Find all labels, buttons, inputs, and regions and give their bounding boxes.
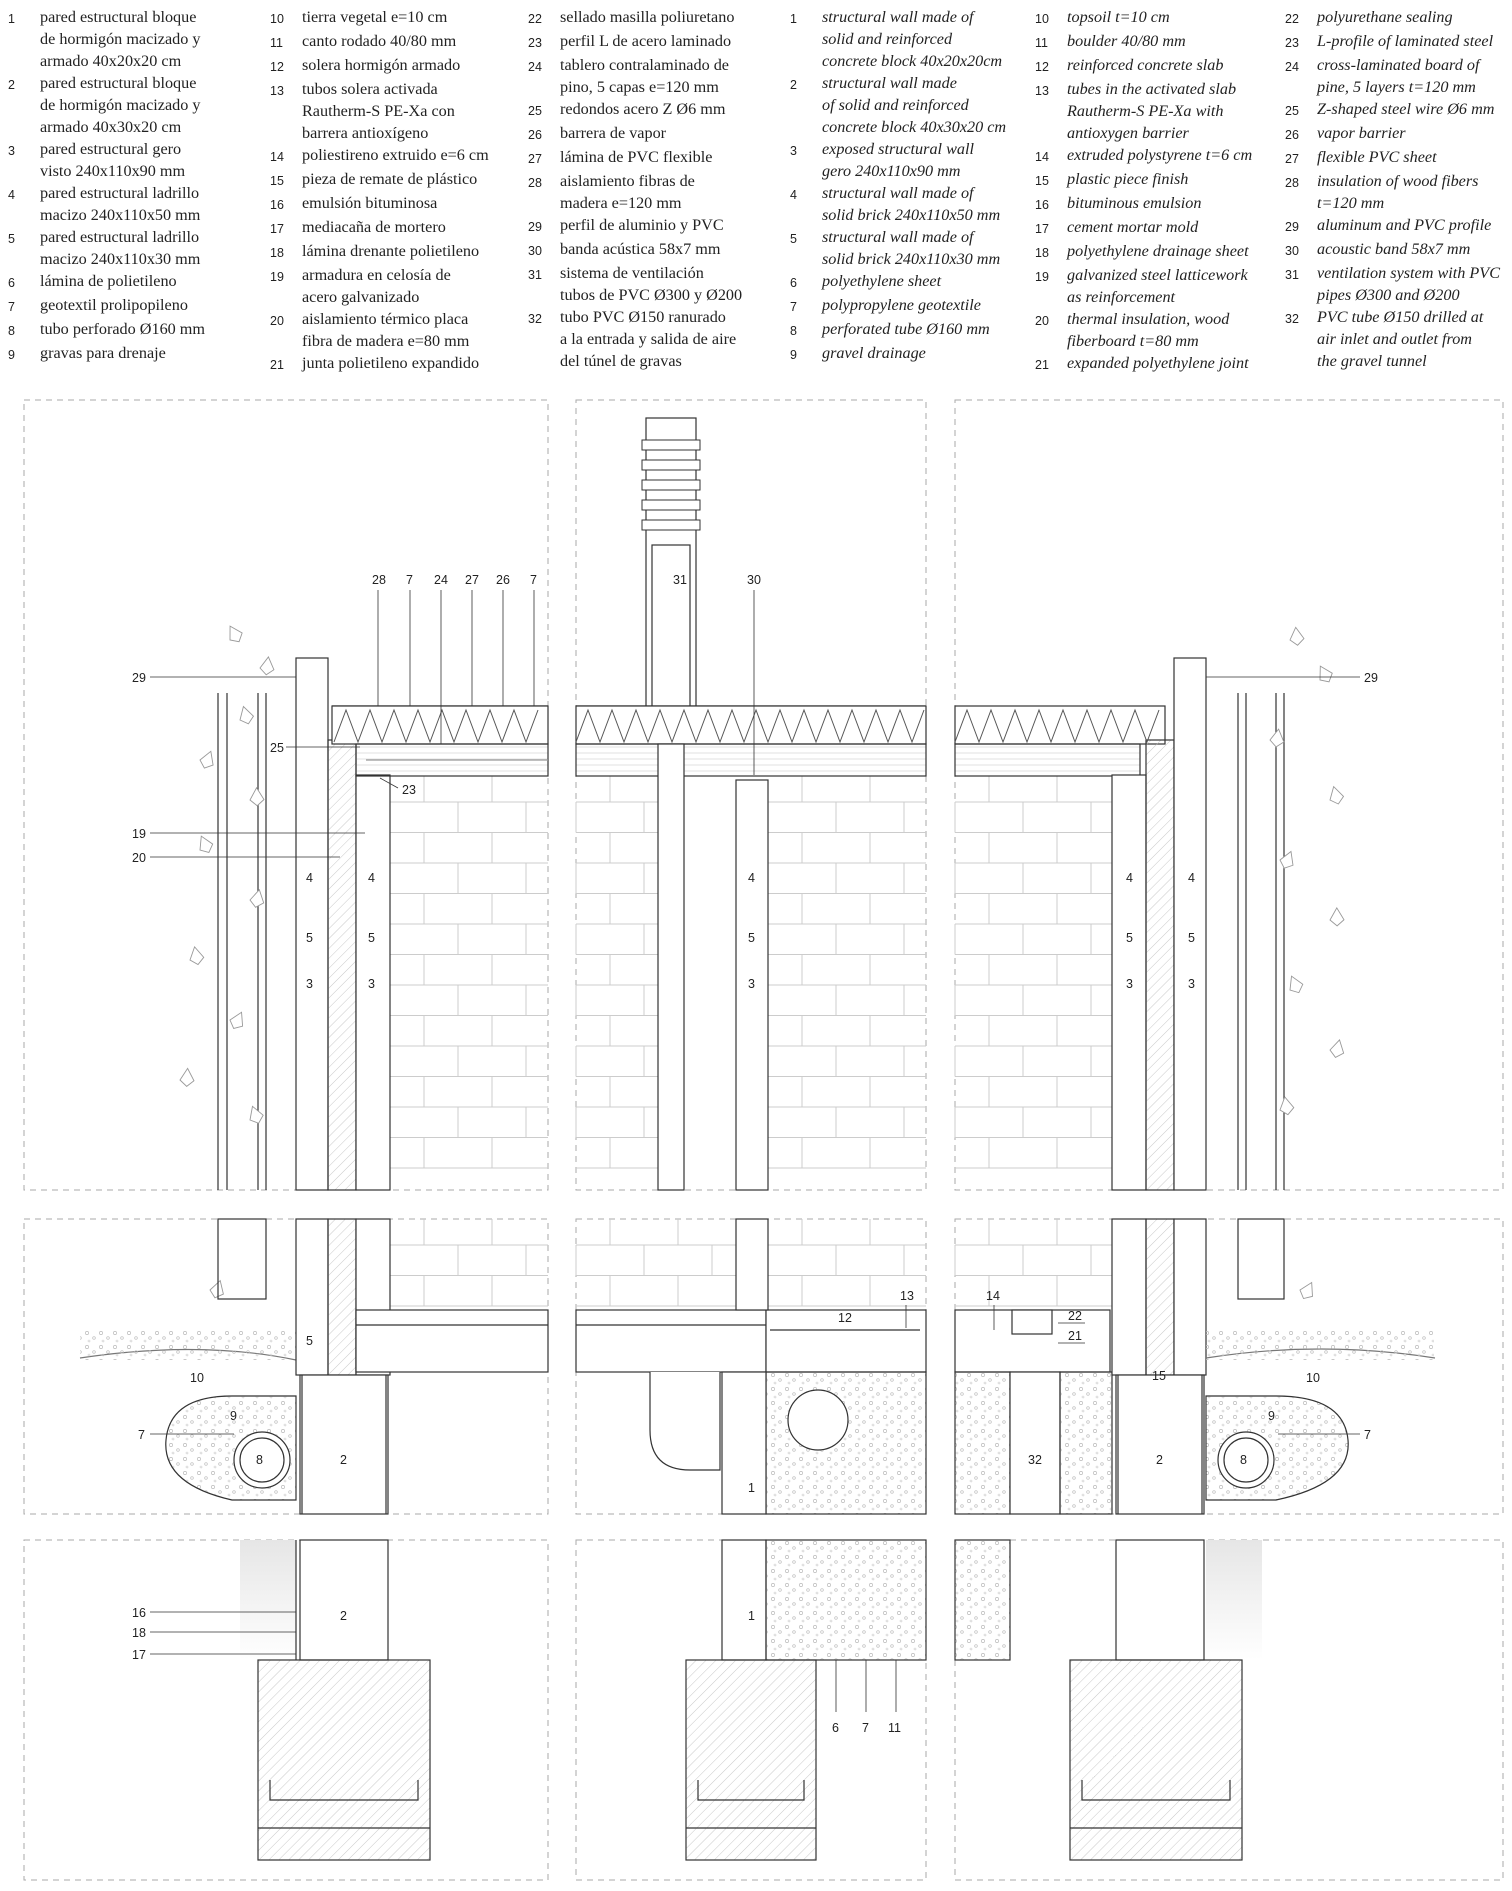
legend-number: 29: [528, 220, 542, 234]
legend-text: structural wall made of solid and reinforced concrete block 40x30x20 cm: [822, 74, 1007, 136]
legend-text: tubo PVC Ø150 ranurado a la entrada y salida de aire del túnel de gravas: [560, 308, 737, 370]
callout-30: 30: [747, 573, 761, 587]
leaf-shape: [1278, 1096, 1295, 1116]
legend-number: 12: [1035, 60, 1049, 74]
legend-text: pared estructural gero visto 240x110x90 mm: [40, 140, 186, 180]
legend-text: tubes in the activated slab Rautherm-S PE-Xa with antioxygen barrier: [1067, 80, 1237, 142]
legend-number: 21: [1035, 358, 1049, 372]
legend-text: pared estructural ladrillo macizo 240x110x50 mm: [40, 184, 201, 224]
callout-5: 5: [748, 931, 755, 945]
legend-text: extruded polystyrene t=6 cm: [1067, 146, 1253, 164]
legend-text: cement mortar mold: [1067, 218, 1199, 236]
legend-number: 27: [528, 152, 542, 166]
legend-text: aislamiento térmico placa fibra de madera e=80 mm: [302, 310, 470, 350]
legend-text: plastic piece finish: [1067, 170, 1189, 188]
legend-number: 15: [1035, 174, 1049, 188]
legend-number: 23: [528, 36, 542, 50]
legend-text: gravel drainage: [822, 344, 926, 362]
legend-number: 23: [1285, 36, 1299, 50]
leaf-shape: [198, 749, 218, 771]
legend-text: tierra vegetal e=10 cm: [302, 8, 448, 26]
legend-number: 29: [1285, 220, 1299, 234]
middle-left-section: [80, 1219, 548, 1514]
callout-5: 5: [306, 931, 313, 945]
legend-number: 32: [1285, 312, 1299, 326]
legend-text: solera hormigón armado: [302, 56, 461, 74]
callout-5: 5: [306, 1334, 313, 1348]
callout-7-left: 7: [138, 1428, 145, 1442]
legend-text: pared estructural ladrillo macizo 240x110x30 mm: [40, 228, 201, 268]
callout-21: 21: [1068, 1329, 1082, 1343]
callout-19: 19: [132, 827, 146, 841]
callout-27: 27: [465, 573, 479, 587]
legend-number: 20: [1035, 314, 1049, 328]
callout-3: 3: [1126, 977, 1133, 991]
pipe-fin: [642, 480, 700, 490]
legend-number: 22: [1285, 12, 1299, 26]
leaf-shape: [1327, 785, 1345, 806]
legend-text: pared estructural bloque de hormigón macizado y armado 40x20x20 cm: [40, 8, 201, 70]
legend-number: 30: [528, 244, 542, 258]
legend-number: 12: [270, 60, 284, 74]
callout-3: 3: [748, 977, 755, 991]
legend-text: cross-laminated board of pine, 5 layers t=120 mm: [1317, 56, 1480, 96]
callout-23: 23: [402, 783, 416, 797]
callout-4: 4: [748, 871, 755, 885]
legend-text: polyethylene drainage sheet: [1067, 242, 1249, 260]
legend-number: 9: [8, 348, 15, 362]
callout-20: 20: [132, 851, 146, 865]
legend-number: 9: [790, 348, 797, 362]
legend-text: Z-shaped steel wire Ø6 mm: [1317, 100, 1495, 118]
callout-9-left: 9: [230, 1409, 237, 1423]
callout-12: 12: [838, 1311, 852, 1325]
legend-number: 6: [8, 276, 15, 290]
legend-number: 11: [270, 36, 283, 50]
leaf-shape: [1329, 1038, 1347, 1059]
callout-9-right: 9: [1268, 1409, 1275, 1423]
legend-number: 24: [528, 60, 542, 74]
callout-4: 4: [368, 871, 375, 885]
legend-text: structural wall made of solid brick 240x110x30 mm: [822, 228, 1001, 268]
legend-text: structural wall made of solid brick 240x110x50 mm: [822, 184, 1001, 224]
callout-10-left: 10: [190, 1371, 204, 1385]
legend-number: 31: [528, 268, 542, 282]
callout-29-right: 29: [1364, 671, 1378, 685]
legend-text: mediacaña de mortero: [302, 218, 446, 236]
legend-text: lámina de PVC flexible: [560, 148, 713, 166]
callout-28: 28: [372, 573, 386, 587]
legend-text: expanded polyethylene joint: [1067, 354, 1249, 372]
pipe-fin: [642, 440, 700, 450]
legend-text: emulsión bituminosa: [302, 194, 438, 212]
legend-number: 19: [270, 270, 284, 284]
legend-text: tablero contralaminado de pino, 5 capas e=120 mm: [560, 56, 729, 96]
leaf-shape: [250, 788, 265, 806]
callout-24: 24: [434, 573, 448, 587]
legend-text: perfil de aluminio y PVC: [560, 216, 724, 234]
legend-text: barrera de vapor: [560, 124, 667, 142]
legend-number: 3: [8, 144, 15, 158]
callout-7: 7: [862, 1721, 869, 1735]
legend-text: tubos solera activada Rautherm-S PE-Xa con barrera antioxígeno: [302, 80, 455, 142]
callout-18: 18: [132, 1626, 146, 1640]
callout-2-right: 2: [1156, 1453, 1163, 1467]
legend-number: 16: [270, 198, 284, 212]
callout-32: 32: [1028, 1453, 1042, 1467]
leaf-shape: [188, 946, 205, 966]
callout-8-right: 8: [1240, 1453, 1247, 1467]
legend-text: ventilation system with PVC pipes Ø300 and Ø200: [1317, 264, 1500, 304]
legend-text: sellado masilla poliuretano: [560, 8, 735, 26]
legend-text: exposed structural wall gero 240x110x90 mm: [822, 140, 974, 180]
legend-number: 6: [790, 276, 797, 290]
legend-text: polypropylene geotextile: [822, 296, 981, 314]
callout-2: 2: [340, 1609, 347, 1623]
legend-number: 26: [1285, 128, 1299, 142]
leaf-shape: [1269, 728, 1285, 748]
bottom-right-section: [955, 1540, 1262, 1860]
legend-number: 5: [8, 232, 15, 246]
callout-7-right: 7: [1364, 1428, 1371, 1442]
leaf-shape: [1289, 627, 1305, 646]
leaf-shape: [224, 623, 245, 646]
leaf-shape: [1278, 849, 1298, 871]
legend-number: 21: [270, 358, 284, 372]
legend-text: topsoil t=10 cm: [1067, 8, 1170, 26]
legend-number: 15: [270, 174, 284, 188]
legend-number: 18: [1035, 246, 1049, 260]
legend-number: 26: [528, 128, 542, 142]
leaf-shape: [195, 833, 215, 855]
legend-text: structural wall made of solid and reinforced concrete block 40x20x20cm: [822, 8, 1003, 70]
legend-text: galvanized steel latticework as reinforcement: [1067, 266, 1248, 306]
callout-10-right: 10: [1306, 1371, 1320, 1385]
legend-number: 17: [1035, 222, 1049, 236]
middle-middle-section: [576, 1219, 926, 1514]
legend-number: 5: [790, 232, 797, 246]
legend-text: bituminous emulsion: [1067, 194, 1202, 212]
legend-number: 28: [528, 176, 542, 190]
legend-text: aluminum and PVC profile: [1317, 216, 1492, 234]
legend-number: 14: [270, 150, 284, 164]
legend-text: PVC tube Ø150 drilled at air inlet and outlet from the gravel tunnel: [1317, 308, 1484, 370]
legend-text: pared estructural bloque de hormigón macizado y armado 40x30x20 cm: [40, 74, 201, 136]
callout-3: 3: [368, 977, 375, 991]
legend-number: 11: [1035, 36, 1048, 50]
leaf-shape: [1297, 1279, 1318, 1301]
callout-6: 6: [832, 1721, 839, 1735]
callout-26: 26: [496, 573, 510, 587]
legend-number: 4: [8, 188, 15, 202]
legend-number: 30: [1285, 244, 1299, 258]
legend-number: 20: [270, 314, 284, 328]
leaf-shape: [249, 888, 266, 909]
legend-text: thermal insulation, wood fiberboard t=80 mm: [1067, 310, 1230, 350]
legend-number: 7: [790, 300, 797, 314]
legend-number: 31: [1285, 268, 1299, 282]
callout-7: 7: [406, 573, 413, 587]
legend-text: perforated tube Ø160 mm: [822, 320, 990, 338]
legend-number: 28: [1285, 176, 1299, 190]
leaf-shape: [237, 705, 255, 726]
leaf-shape: [180, 1068, 195, 1087]
legend-text: polyethylene sheet: [822, 272, 942, 290]
legend-number: 2: [8, 78, 15, 92]
callout-11: 11: [888, 1721, 901, 1735]
legend-number: 32: [528, 312, 542, 326]
legend-number: 2: [790, 78, 797, 92]
legend-text: lámina de polietileno: [40, 272, 177, 290]
callout-1: 1: [748, 1481, 755, 1495]
legend-text: junta polietileno expandido: [302, 354, 480, 372]
callout-13: 13: [900, 1289, 914, 1303]
middle-right-section: [955, 1219, 1435, 1514]
legend-number: 27: [1285, 152, 1299, 166]
legend-number: 17: [270, 222, 284, 236]
callout-3: 3: [306, 977, 313, 991]
legend-number: 1: [8, 12, 15, 26]
callout-4: 4: [1188, 871, 1195, 885]
leaf-shape: [1330, 908, 1344, 926]
legend-number: 4: [790, 188, 797, 202]
legend-number: 13: [1035, 84, 1049, 98]
legend-text: boulder 40/80 mm: [1067, 32, 1186, 50]
legend-text: tubo perforado Ø160 mm: [40, 320, 205, 338]
legend-number: 16: [1035, 198, 1049, 212]
legend-text: flexible PVC sheet: [1317, 148, 1437, 166]
legend-number: 25: [1285, 104, 1299, 118]
legend-text: redondos acero Z Ø6 mm: [560, 100, 726, 118]
callout-5: 5: [1126, 931, 1133, 945]
callout-5: 5: [1188, 931, 1195, 945]
legend-number: 13: [270, 84, 284, 98]
legend-text: poliestireno extruido e=6 cm: [302, 146, 489, 164]
leaf-shape: [246, 1104, 265, 1126]
legend-text: lámina drenante polietileno: [302, 242, 480, 260]
legend-number: 18: [270, 246, 284, 260]
legend-number: 8: [790, 324, 797, 338]
leaf-shape: [1314, 663, 1335, 686]
callout-4: 4: [306, 871, 313, 885]
legend-text: acoustic band 58x7 mm: [1317, 240, 1471, 258]
legend-text: aislamiento fibras de madera e=120 mm: [560, 172, 695, 212]
legend-text: pieza de remate de plástico: [302, 170, 478, 188]
pipe-fin: [642, 500, 700, 510]
bottom-left-section: [240, 1540, 430, 1860]
leaf-shape: [1285, 973, 1305, 995]
bottom-middle-section: [686, 1540, 926, 1860]
legend-text: sistema de ventilación tubos de PVC Ø300 y Ø200: [560, 264, 743, 304]
legend-text: insulation of wood fibers t=120 mm: [1317, 172, 1479, 212]
legend-number: 1: [790, 12, 797, 26]
legend-number: 10: [270, 12, 284, 26]
legend-number: 14: [1035, 150, 1049, 164]
callout-25: 25: [270, 741, 284, 755]
legend-text: canto rodado 40/80 mm: [302, 32, 457, 50]
pipe-fin: [642, 460, 700, 470]
top-middle-section: [576, 418, 926, 1190]
legend-text: geotextil prolipopileno: [40, 296, 188, 314]
pipe-fin: [642, 520, 700, 530]
callout-8-left: 8: [256, 1453, 263, 1467]
legend-text: gravas para drenaje: [40, 344, 166, 362]
callout-1: 1: [748, 1609, 755, 1623]
callout-15: 15: [1152, 1369, 1166, 1383]
callout-3: 3: [1188, 977, 1195, 991]
legend-number: 25: [528, 104, 542, 118]
legend-text: polyurethane sealing: [1317, 8, 1453, 26]
callout-5: 5: [368, 931, 375, 945]
callout-14: 14: [986, 1289, 1000, 1303]
legend-text: L-profile of laminated steel: [1317, 32, 1494, 50]
callout-16: 16: [132, 1606, 146, 1620]
legend-text: banda acústica 58x7 mm: [560, 240, 721, 258]
legend-number: 7: [8, 300, 15, 314]
legend-text: armadura en celosía de acero galvanizado: [302, 266, 451, 306]
legend-text: vapor barrier: [1317, 124, 1406, 142]
callout-22: 22: [1068, 1309, 1082, 1323]
callout-31: 31: [673, 573, 687, 587]
callout-4: 4: [1126, 871, 1133, 885]
callout-17: 17: [132, 1648, 146, 1662]
callout-7: 7: [530, 573, 537, 587]
legend-text: reinforced concrete slab: [1067, 56, 1224, 74]
callout-2-left: 2: [340, 1453, 347, 1467]
legend-number: 19: [1035, 270, 1049, 284]
legend-number: 10: [1035, 12, 1049, 26]
callout-29-left: 29: [132, 671, 146, 685]
legend-text: perfil L de acero laminado: [560, 32, 732, 50]
leaf-shape: [227, 1009, 247, 1031]
leaf-shape: [259, 656, 275, 676]
legend-number: 22: [528, 12, 542, 26]
legend-number: 24: [1285, 60, 1299, 74]
legend-number: 3: [790, 144, 797, 158]
legend-number: 8: [8, 324, 15, 338]
